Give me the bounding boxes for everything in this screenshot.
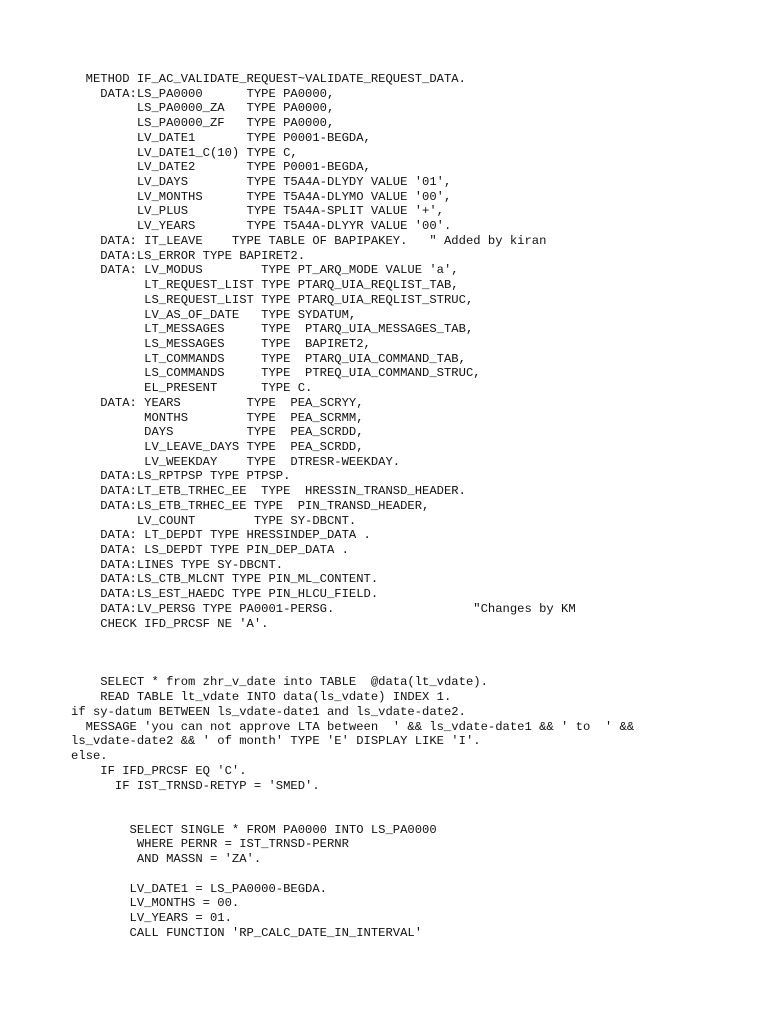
code-line: CALL FUNCTION 'RP_CALC_DATE_IN_INTERVAL' (71, 925, 423, 940)
code-line: LV_AS_OF_DATE TYPE SYDATUM, (71, 307, 357, 322)
code-line: SELECT SINGLE * FROM PA0000 INTO LS_PA0000 (71, 822, 437, 837)
code-line: DATA: IT_LEAVE TYPE TABLE OF BAPIPAKEY. " Added by kiran (71, 233, 547, 248)
code-line: LV_LEAVE_DAYS TYPE PEA_SCRDD, (71, 439, 364, 454)
code-line: EL_PRESENT TYPE C. (71, 381, 313, 396)
code-line: DATA:LS_PA0000 TYPE PA0000, (71, 86, 335, 101)
code-line: DATA: LT_DEPDT TYPE HRESSINDEP_DATA . (71, 528, 371, 543)
code-line (71, 793, 634, 808)
code-line: LV_COUNT TYPE SY-DBCNT. (71, 513, 357, 528)
code-line: ls_vdate-date2 && ' of month' TYPE 'E' DISPLAY LIKE 'I'. (71, 734, 481, 749)
code-line: CHECK IFD_PRCSF NE 'A'. (71, 616, 269, 631)
code-line: LV_MONTHS = 00. (71, 896, 240, 911)
abap-code-block (71, 72, 634, 940)
code-line: DATA:LT_ETB_TRHEC_EE TYPE HRESSIN_TRANSD_HEADER. (71, 484, 466, 499)
code-line: LV_DATE1_C(10) TYPE C, (71, 145, 298, 160)
code-line: IF IFD_PRCSF EQ 'C'. (71, 763, 247, 778)
code-line (71, 646, 634, 661)
code-line: SELECT * from zhr_v_date into TABLE @data(lt_vdate). (71, 675, 488, 690)
code-line: LT_REQUEST_LIST TYPE PTARQ_UIA_REQLIST_TAB, (71, 278, 459, 293)
code-line: AND MASSN = 'ZA'. (71, 852, 262, 867)
code-line: LT_COMMANDS TYPE PTARQ_UIA_COMMAND_TAB, (71, 351, 466, 366)
code-line: LS_REQUEST_LIST TYPE PTARQ_UIA_REQLIST_STRUC, (71, 292, 474, 307)
code-line: MESSAGE 'you can not approve LTA between ' && ls_vdate-date1 && ' to ' && (71, 719, 635, 734)
code-line: DATA: YEARS TYPE PEA_SCRYY, (71, 395, 364, 410)
code-line: LV_WEEKDAY TYPE DTRESR-WEEKDAY. (71, 454, 401, 469)
code-line (71, 808, 634, 823)
code-line: WHERE PERNR = IST_TRNSD-PERNR (71, 837, 349, 852)
code-line: DATA: LV_MODUS TYPE PT_ARQ_MODE VALUE 'a', (71, 263, 459, 278)
code-line: DATA:LS_ERROR TYPE BAPIRET2. (71, 248, 306, 263)
code-line: LV_DATE2 TYPE P0001-BEGDA, (71, 160, 371, 175)
code-line: MONTHS TYPE PEA_SCRMM, (71, 410, 364, 425)
code-line: LS_COMMANDS TYPE PTREQ_UIA_COMMAND_STRUC, (71, 366, 481, 381)
code-line: LS_PA0000_ZF TYPE PA0000, (71, 116, 335, 131)
code-line: DATA: LS_DEPDT TYPE PIN_DEP_DATA . (71, 543, 349, 557)
code-line: LS_MESSAGES TYPE BAPIRET2, (71, 336, 371, 351)
code-line (71, 631, 634, 646)
code-line: LV_DAYS TYPE T5A4A-DLYDY VALUE '01', (71, 175, 452, 190)
code-line: DAYS TYPE PEA_SCRDD, (71, 425, 364, 440)
code-line: DATA:LS_RPTPSP TYPE PTPSP. (71, 469, 291, 484)
code-line: DATA:LV_PERSG TYPE PA0001-PERSG. "Changes by KM (71, 601, 576, 616)
code-line: LV_DATE1 TYPE P0001-BEGDA, (71, 130, 371, 145)
code-line: DATA:LS_CTB_MLCNT TYPE PIN_ML_CONTENT. (71, 572, 379, 587)
code-line: DATA:LS_EST_HAEDC TYPE PIN_HLCU_FIELD. (71, 587, 379, 602)
code-line: LS_PA0000_ZA TYPE PA0000, (71, 101, 335, 116)
code-line: IF IST_TRNSD-RETYP = 'SMED'. (71, 778, 320, 793)
code-line: DATA:LINES TYPE SY-DBCNT. (71, 557, 284, 572)
code-line (71, 867, 634, 882)
code-line (71, 661, 634, 676)
code-line: LV_PLUS TYPE T5A4A-SPLIT VALUE '+', (71, 204, 444, 219)
code-line: else. (71, 749, 108, 764)
code-line: LT_MESSAGES TYPE PTARQ_UIA_MESSAGES_TAB, (71, 322, 474, 337)
code-line: METHOD IF_AC_VALIDATE_REQUEST~VALIDATE_REQUEST_DATA. (71, 72, 466, 86)
code-line: LV_DATE1 = LS_PA0000-BEGDA. (71, 881, 327, 896)
code-line: DATA:LS_ETB_TRHEC_EE TYPE PIN_TRANSD_HEADER, (71, 498, 430, 513)
code-line: LV_MONTHS TYPE T5A4A-DLYMO VALUE '00', (71, 189, 452, 204)
code-line: LV_YEARS TYPE T5A4A-DLYYR VALUE '00'. (71, 219, 452, 234)
code-line: if sy-datum BETWEEN ls_vdate-date1 and ls_vdate-date2. (71, 704, 466, 719)
code-line: LV_YEARS = 01. (71, 910, 232, 925)
code-line: READ TABLE lt_vdate INTO data(ls_vdate) INDEX 1. (71, 690, 452, 705)
